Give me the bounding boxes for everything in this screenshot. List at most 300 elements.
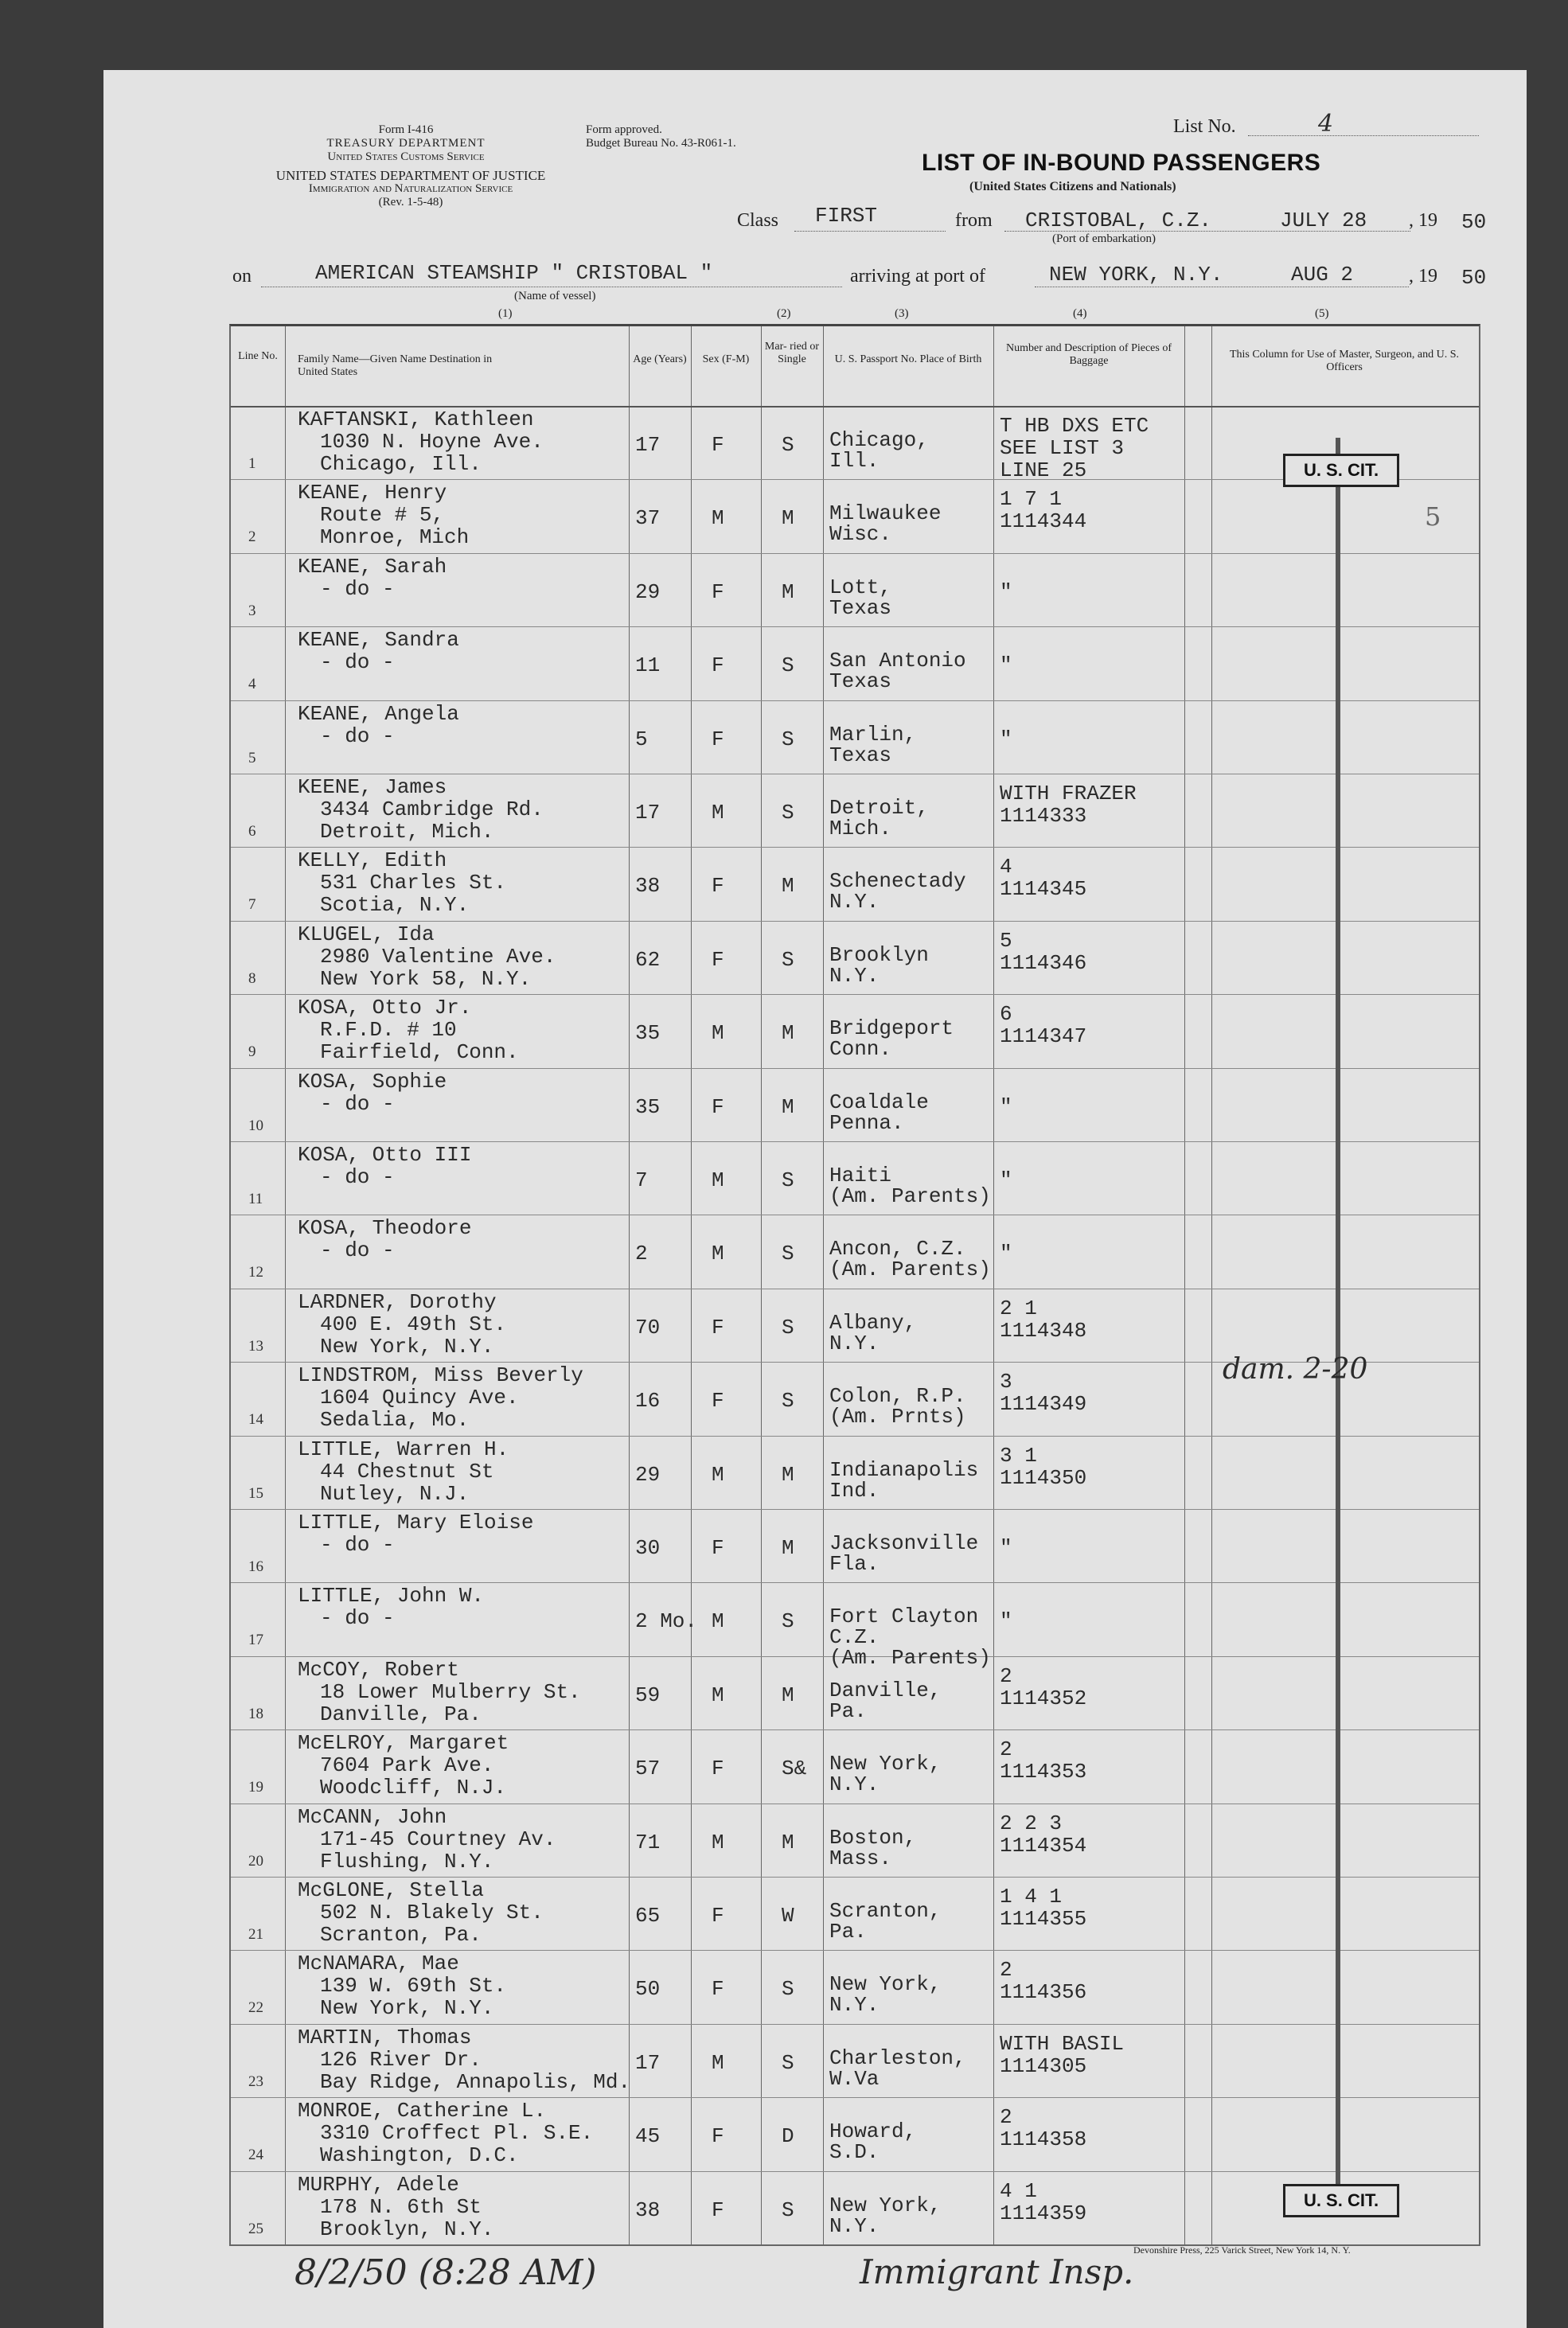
sex: F: [712, 727, 724, 751]
marital-status: S: [782, 2197, 794, 2222]
sex: M: [712, 1683, 724, 1707]
marital-status: M: [782, 506, 794, 531]
passenger-row: [231, 700, 1479, 774]
form-id-block: Form I-416 TREASURY DEPARTMENT United States Customs Service: [326, 123, 486, 163]
passenger-name-line: MARTIN, Thomas: [298, 2025, 472, 2049]
passenger-name-line: - do -: [320, 650, 395, 675]
passenger-name-line: 400 E. 49th St.: [320, 1312, 507, 1336]
place-of-birth: N.Y.: [829, 2213, 880, 2238]
passenger-name-line: McELROY, Margaret: [298, 1731, 509, 1756]
passenger-row: [231, 847, 1479, 921]
line-number: 20: [248, 1852, 263, 1870]
passenger-row: [231, 1068, 1479, 1142]
place-of-birth: (Am. Parents): [829, 1258, 991, 1282]
marital-status: S: [782, 1977, 794, 2002]
passenger-table: [229, 324, 1480, 2246]
line-number: 7: [248, 896, 256, 914]
column-number-2: (2): [777, 307, 791, 320]
passenger-name-line: KLUGEL, Ida: [298, 922, 435, 946]
place-of-birth: Texas: [829, 743, 892, 767]
passenger-name-line: 44 Chestnut St: [320, 1459, 494, 1484]
marital-status: D: [782, 2124, 794, 2149]
passenger-name-line: - do -: [320, 1165, 395, 1189]
place-of-birth: New York,: [829, 1752, 942, 1776]
line-number: 6: [248, 823, 256, 840]
age: 70: [635, 1315, 661, 1339]
passenger-name-line: KEENE, James: [298, 775, 447, 799]
baggage: 1114333: [1000, 804, 1087, 828]
us-cit-stamp-top: U. S. CIT.: [1283, 454, 1399, 487]
passenger-row: [231, 1877, 1479, 1951]
place-of-birth: New York,: [829, 1972, 942, 1997]
baggage: 2 1: [1000, 1296, 1037, 1320]
sex: M: [712, 1021, 724, 1046]
line-number: 12: [248, 1264, 263, 1281]
line-number: 22: [248, 1999, 263, 2017]
passenger-row: [231, 553, 1479, 627]
baggage: 2 2 3: [1000, 1811, 1063, 1835]
baggage: ": [1000, 727, 1012, 751]
vessel-name: AMERICAN STEAMSHIP " CRISTOBAL ": [315, 261, 713, 285]
page-subtitle: (United States Citizens and Nationals): [969, 180, 1176, 193]
passenger-name-line: KEANE, Angela: [298, 701, 459, 726]
line-number: 19: [248, 1779, 263, 1796]
year-1: 50: [1461, 210, 1487, 234]
passenger-name-line: KOSA, Otto Jr.: [298, 996, 472, 1020]
place-of-birth: Ill.: [829, 449, 880, 473]
line-number: 10: [248, 1117, 263, 1134]
age: 38: [635, 2197, 661, 2222]
place-of-birth: Fla.: [829, 1552, 880, 1576]
line-number: 9: [248, 1043, 256, 1061]
place-of-birth: N.Y.: [829, 1772, 880, 1797]
place-of-birth: Lott,: [829, 575, 892, 599]
passenger-row: [231, 921, 1479, 995]
line-number: 8: [248, 969, 256, 987]
passenger-row: [231, 1141, 1479, 1215]
marital-status: M: [782, 1536, 794, 1560]
marital-status: M: [782, 1021, 794, 1046]
header-sex: Sex (F-M): [702, 353, 750, 365]
place-of-birth: (Am. Parents): [829, 1646, 991, 1671]
arrival-port: NEW YORK, N.Y.: [1049, 263, 1223, 287]
passenger-name-line: - do -: [320, 1091, 395, 1116]
sex: F: [712, 947, 724, 972]
year-prefix-2: , 19: [1409, 266, 1437, 287]
passenger-name-line: Chicago, Ill.: [320, 452, 482, 476]
line-number: 11: [248, 1191, 263, 1207]
passenger-name-line: LITTLE, Mary Eloise: [298, 1511, 534, 1534]
marital-status: M: [782, 874, 794, 899]
inspector-signature: Immigrant Insp.: [860, 2252, 1134, 2291]
year-prefix-1: , 19: [1409, 210, 1437, 231]
passenger-name-line: - do -: [320, 1606, 395, 1631]
passenger-row: [231, 626, 1479, 700]
baggage: 5: [1000, 928, 1012, 953]
age: 62: [635, 947, 661, 972]
line-number: 4: [248, 676, 256, 693]
sex: F: [712, 1094, 724, 1119]
passenger-row: [231, 774, 1479, 848]
passenger-name-line: 178 N. 6th St: [320, 2194, 482, 2219]
marital-status: W: [782, 1904, 794, 1928]
passenger-name-line: KEANE, Sandra: [298, 628, 459, 653]
age: 59: [635, 1683, 661, 1707]
class-value: FIRST: [815, 204, 878, 228]
place-of-birth: Schenectady: [829, 869, 966, 894]
sex: M: [712, 1462, 724, 1487]
age: 35: [635, 1021, 661, 1046]
header-name: Family Name—Given Name Destination in United States: [298, 353, 493, 378]
baggage: ": [1000, 1094, 1012, 1119]
passenger-row: [231, 2024, 1479, 2098]
sex: F: [712, 874, 724, 899]
baggage: 4 1: [1000, 2178, 1037, 2203]
marital-status: S&: [782, 1757, 807, 1781]
place-of-birth: (Am. Parents): [829, 1184, 991, 1208]
class-underline: [794, 231, 946, 232]
age: 29: [635, 1462, 661, 1487]
sex: F: [712, 1757, 724, 1781]
passenger-name-line: Route # 5,: [320, 503, 445, 528]
baggage: ": [1000, 1609, 1012, 1634]
sex: M: [712, 1609, 724, 1634]
place-of-birth: New York,: [829, 2193, 942, 2217]
age: 29: [635, 579, 661, 604]
place-of-birth: Mich.: [829, 817, 892, 840]
column-number-4: (4): [1073, 307, 1087, 320]
place-of-birth: Marlin,: [829, 722, 917, 747]
line-number: 1: [248, 455, 256, 472]
passenger-name-line: Bay Ridge, Annapolis, Md.: [320, 2069, 631, 2094]
baggage: 2: [1000, 2105, 1012, 2130]
passenger-row: [231, 479, 1479, 553]
sex: F: [712, 1315, 724, 1339]
from-date: JULY 28: [1280, 209, 1367, 232]
line-number: 15: [248, 1484, 263, 1502]
passenger-name-line: New York, N.Y.: [320, 1334, 494, 1359]
passenger-name-line: Woodcliff, N.J.: [320, 1776, 507, 1800]
passenger-name-line: Sedalia, Mo.: [320, 1408, 470, 1433]
age: 57: [635, 1757, 661, 1781]
baggage: 1114350: [1000, 1465, 1087, 1490]
line-number: 5: [248, 749, 256, 766]
age: 17: [635, 801, 661, 825]
place-of-birth: Conn.: [829, 1037, 892, 1062]
list-no-underline: [1248, 135, 1479, 136]
passenger-name-line: Washington, D.C.: [320, 2143, 519, 2168]
sex: M: [712, 506, 724, 531]
sex: F: [712, 579, 724, 604]
baggage: 1114356: [1000, 1980, 1087, 2005]
baggage: 1114352: [1000, 1686, 1087, 1710]
age: 2 Mo.: [635, 1609, 698, 1634]
passenger-name-line: 1604 Quincy Ave.: [320, 1386, 519, 1410]
passenger-name-line: 126 River Dr.: [320, 2047, 482, 2072]
line-number: 23: [248, 2073, 263, 2090]
marital-status: M: [782, 1830, 794, 1854]
place-of-birth: Fort Clayton: [829, 1605, 979, 1629]
passenger-name-line: 3434 Cambridge Rd.: [320, 797, 544, 821]
place-of-birth: Texas: [829, 595, 892, 620]
age: 2: [635, 1242, 648, 1266]
baggage: 1 4 1: [1000, 1885, 1063, 1909]
age: 5: [635, 727, 648, 751]
age: 71: [635, 1830, 661, 1854]
sex: F: [712, 1904, 724, 1928]
place-of-birth: Detroit,: [829, 796, 929, 820]
passenger-name-line: New York 58, N.Y.: [320, 966, 532, 991]
justice-block: UNITED STATES DEPARTMENT OF JUSTICE Immigration and Naturalization Service (Rev. 1-5-48): [275, 168, 546, 209]
sex: F: [712, 2124, 724, 2149]
passenger-row: [231, 1729, 1479, 1804]
baggage: 1114344: [1000, 509, 1087, 534]
from-label: from: [955, 210, 993, 231]
baggage: 3 1: [1000, 1443, 1037, 1468]
passenger-name-line: - do -: [320, 1533, 395, 1557]
passenger-name-line: Flushing, N.Y.: [320, 1849, 494, 1874]
sex: F: [712, 1389, 724, 1414]
passenger-name-line: KOSA, Otto III: [298, 1143, 472, 1167]
passenger-name-line: 531 Charles St.: [320, 871, 507, 895]
sex: M: [712, 1168, 724, 1192]
header-passport: U. S. Passport No. Place of Birth: [834, 353, 982, 365]
place-of-birth: S.D.: [829, 2140, 880, 2165]
class-label: Class: [737, 210, 779, 231]
age: 17: [635, 433, 661, 457]
column-number-1: (1): [498, 307, 513, 320]
passenger-name-line: Nutley, N.J.: [320, 1481, 470, 1506]
on-label: on: [232, 266, 252, 287]
baggage: 1114353: [1000, 1760, 1087, 1784]
dam-note: dam. 2-20: [1223, 1353, 1368, 1386]
age: 38: [635, 874, 661, 899]
age: 65: [635, 1904, 661, 1928]
place-of-birth: Ancon, C.Z.: [829, 1237, 966, 1261]
baggage: 1114348: [1000, 1318, 1087, 1343]
place-of-birth: Haiti: [829, 1164, 892, 1187]
passenger-name-line: McNAMARA, Mae: [298, 1952, 459, 1976]
passenger-name-line: 3310 Croffect Pl. S.E.: [320, 2121, 594, 2146]
age: 37: [635, 506, 661, 531]
baggage: ": [1000, 1536, 1012, 1560]
passenger-name-line: KOSA, Sophie: [298, 1069, 447, 1094]
passenger-name-line: LITTLE, John W.: [298, 1584, 485, 1609]
line-number: 13: [248, 1337, 263, 1355]
line-number: 25: [248, 2220, 263, 2237]
baggage: SEE LIST 3: [1000, 436, 1125, 460]
baggage: 1114345: [1000, 877, 1087, 902]
marital-status: M: [782, 1094, 794, 1119]
age: 50: [635, 1977, 661, 2002]
passenger-name-line: Scotia, N.Y.: [320, 893, 470, 918]
passenger-name-line: 2980 Valentine Ave.: [320, 944, 556, 969]
baggage: WITH BASIL: [1000, 2031, 1125, 2056]
header-baggage: Number and Description of Pieces of Baggage: [1006, 342, 1172, 367]
marital-status: S: [782, 653, 794, 678]
place-of-birth: Chicago,: [829, 428, 929, 452]
header-officers: This Column for Use of Master, Surgeon, and U. S. Officers: [1229, 349, 1460, 373]
passenger-name-line: LINDSTROM, Miss Beverly: [298, 1363, 583, 1388]
marital-status: S: [782, 1609, 794, 1634]
passenger-name-line: MURPHY, Adele: [298, 2172, 459, 2197]
margin-note-5: 5: [1425, 501, 1441, 532]
passenger-row: [231, 1436, 1479, 1510]
baggage: ": [1000, 1242, 1012, 1266]
baggage: 1114346: [1000, 950, 1087, 975]
passenger-row: [231, 1656, 1479, 1730]
place-of-birth: Pa.: [829, 1698, 867, 1723]
baggage: 2: [1000, 1737, 1012, 1762]
marital-status: S: [782, 1315, 794, 1339]
arrival-date: AUG 2: [1291, 263, 1354, 287]
passenger-row: [231, 994, 1479, 1068]
header-line-no: Line No.: [238, 350, 278, 362]
passenger-name-line: 502 N. Blakely St.: [320, 1901, 544, 1924]
passenger-name-line: KAFTANSKI, Kathleen: [298, 407, 534, 431]
passenger-name-line: KELLY, Edith: [298, 848, 447, 873]
passenger-name-line: LITTLE, Warren H.: [298, 1437, 509, 1461]
baggage: 1114359: [1000, 2201, 1087, 2225]
passenger-name-line: Monroe, Mich: [320, 525, 470, 550]
place-of-birth: Danville,: [829, 1678, 942, 1702]
baggage: 1114354: [1000, 1833, 1087, 1858]
passenger-name-line: KEANE, Sarah: [298, 554, 447, 579]
footer-timestamp: 8/2/50 (8:28 AM): [294, 2252, 597, 2293]
age: 30: [635, 1536, 661, 1560]
sex: F: [712, 653, 724, 678]
place-of-birth: C.Z.: [829, 1625, 880, 1650]
sex: M: [712, 2050, 724, 2075]
sex: F: [712, 2197, 724, 2222]
passenger-name-line: 139 W. 69th St.: [320, 1974, 507, 1998]
place-of-birth: Pa.: [829, 1920, 867, 1944]
passenger-name-line: KEANE, Henry: [298, 481, 447, 505]
year-2: 50: [1461, 266, 1487, 290]
place-of-birth: Charleston,: [829, 2045, 966, 2070]
place-of-birth: San Antonio: [829, 649, 966, 673]
place-of-birth: Colon, R.P.: [829, 1384, 966, 1409]
marital-status: S: [782, 433, 794, 457]
port-caption: (Port of embarkation): [1052, 232, 1156, 245]
list-no-value: 4: [1318, 110, 1334, 138]
marital-status: S: [782, 2050, 794, 2075]
us-cit-stamp-bottom: U. S. CIT.: [1283, 2184, 1399, 2217]
passenger-name-line: Detroit, Mich.: [320, 820, 494, 844]
sex: M: [712, 801, 724, 825]
passenger-name-line: 18 Lower Mulberry St.: [320, 1679, 581, 1704]
marital-status: S: [782, 1168, 794, 1192]
line-number: 16: [248, 1558, 263, 1575]
age: 7: [635, 1168, 648, 1192]
place-of-birth: Coaldale: [829, 1090, 929, 1114]
list-no-label: List No.: [1173, 116, 1236, 137]
passenger-row: [231, 1804, 1479, 1878]
passenger-name-line: 1030 N. Hoyne Ave.: [320, 430, 544, 454]
baggage: 6: [1000, 1002, 1012, 1027]
header-married: Mar- ried or Single: [764, 341, 820, 365]
passenger-name-line: Fairfield, Conn.: [320, 1040, 519, 1065]
place-of-birth: N.Y.: [829, 890, 880, 914]
sex: F: [712, 433, 724, 457]
passenger-row: [231, 1215, 1479, 1289]
baggage: ": [1000, 653, 1012, 678]
place-of-birth: Brooklyn: [829, 942, 929, 967]
passenger-name-line: Brooklyn, N.Y.: [320, 2217, 494, 2241]
line-number: 2: [248, 528, 256, 546]
from-port: CRISTOBAL, C.Z.: [1025, 209, 1212, 232]
passenger-name-line: - do -: [320, 576, 395, 601]
marital-status: M: [782, 1683, 794, 1707]
passenger-name-line: 7604 Park Ave.: [320, 1753, 494, 1778]
passenger-name-line: Scranton, Pa.: [320, 1923, 482, 1947]
page-title: LIST OF IN-BOUND PASSENGERS: [922, 150, 1321, 176]
age: 35: [635, 1094, 661, 1119]
passenger-name-line: MONROE, Catherine L.: [298, 2099, 547, 2123]
age: 11: [635, 653, 661, 678]
place-of-birth: Indianapolis: [829, 1457, 979, 1482]
baggage: WITH FRAZER: [1000, 782, 1137, 805]
marital-status: M: [782, 579, 794, 604]
marital-status: S: [782, 1389, 794, 1414]
place-of-birth: Howard,: [829, 2119, 917, 2144]
place-of-birth: Boston,: [829, 1825, 917, 1850]
baggage: 3: [1000, 1370, 1012, 1394]
baggage: 1 7 1: [1000, 487, 1063, 512]
sex: M: [712, 1830, 724, 1854]
place-of-birth: Wisc.: [829, 522, 892, 547]
passenger-row: [231, 2097, 1479, 2171]
place-of-birth: N.Y.: [829, 1331, 880, 1355]
age: 17: [635, 2050, 661, 2075]
passenger-name-line: New York, N.Y.: [320, 1996, 494, 2021]
marital-status: M: [782, 1462, 794, 1487]
place-of-birth: (Am. Prnts): [829, 1405, 966, 1429]
line-number: 14: [248, 1411, 263, 1429]
baggage: 4: [1000, 855, 1012, 879]
baggage: ": [1000, 1168, 1012, 1192]
age: 16: [635, 1389, 661, 1414]
passenger-name-line: McCOY, Robert: [298, 1657, 459, 1682]
marital-status: S: [782, 947, 794, 972]
passenger-row: [231, 1289, 1479, 1363]
place-of-birth: Texas: [829, 669, 892, 694]
passenger-name-line: McCANN, John: [298, 1804, 447, 1829]
column-number-5: (5): [1315, 307, 1329, 320]
passenger-name-line: Danville, Pa.: [320, 1702, 482, 1726]
baggage: 1114347: [1000, 1024, 1087, 1049]
passenger-name-line: LARDNER, Dorothy: [298, 1289, 497, 1314]
line-number: 3: [248, 602, 256, 619]
place-of-birth: Milwaukee: [829, 501, 942, 526]
marital-status: S: [782, 727, 794, 751]
baggage: 2: [1000, 1958, 1012, 1983]
baggage: 1114349: [1000, 1392, 1087, 1417]
pen-line: [1336, 438, 1340, 2189]
passenger-name-line: - do -: [320, 723, 395, 748]
place-of-birth: W.Va: [829, 2066, 880, 2091]
baggage: LINE 25: [1000, 458, 1087, 482]
place-of-birth: N.Y.: [829, 1993, 880, 2018]
line-number: 24: [248, 2147, 263, 2164]
place-of-birth: Bridgeport: [829, 1016, 954, 1041]
marital-status: S: [782, 1242, 794, 1266]
column-number-3: (3): [895, 307, 909, 320]
place-of-birth: Mass.: [829, 1846, 892, 1870]
sex: F: [712, 1536, 724, 1560]
baggage: T HB DXS ETC: [1000, 414, 1149, 438]
passenger-name-line: - do -: [320, 1238, 395, 1263]
